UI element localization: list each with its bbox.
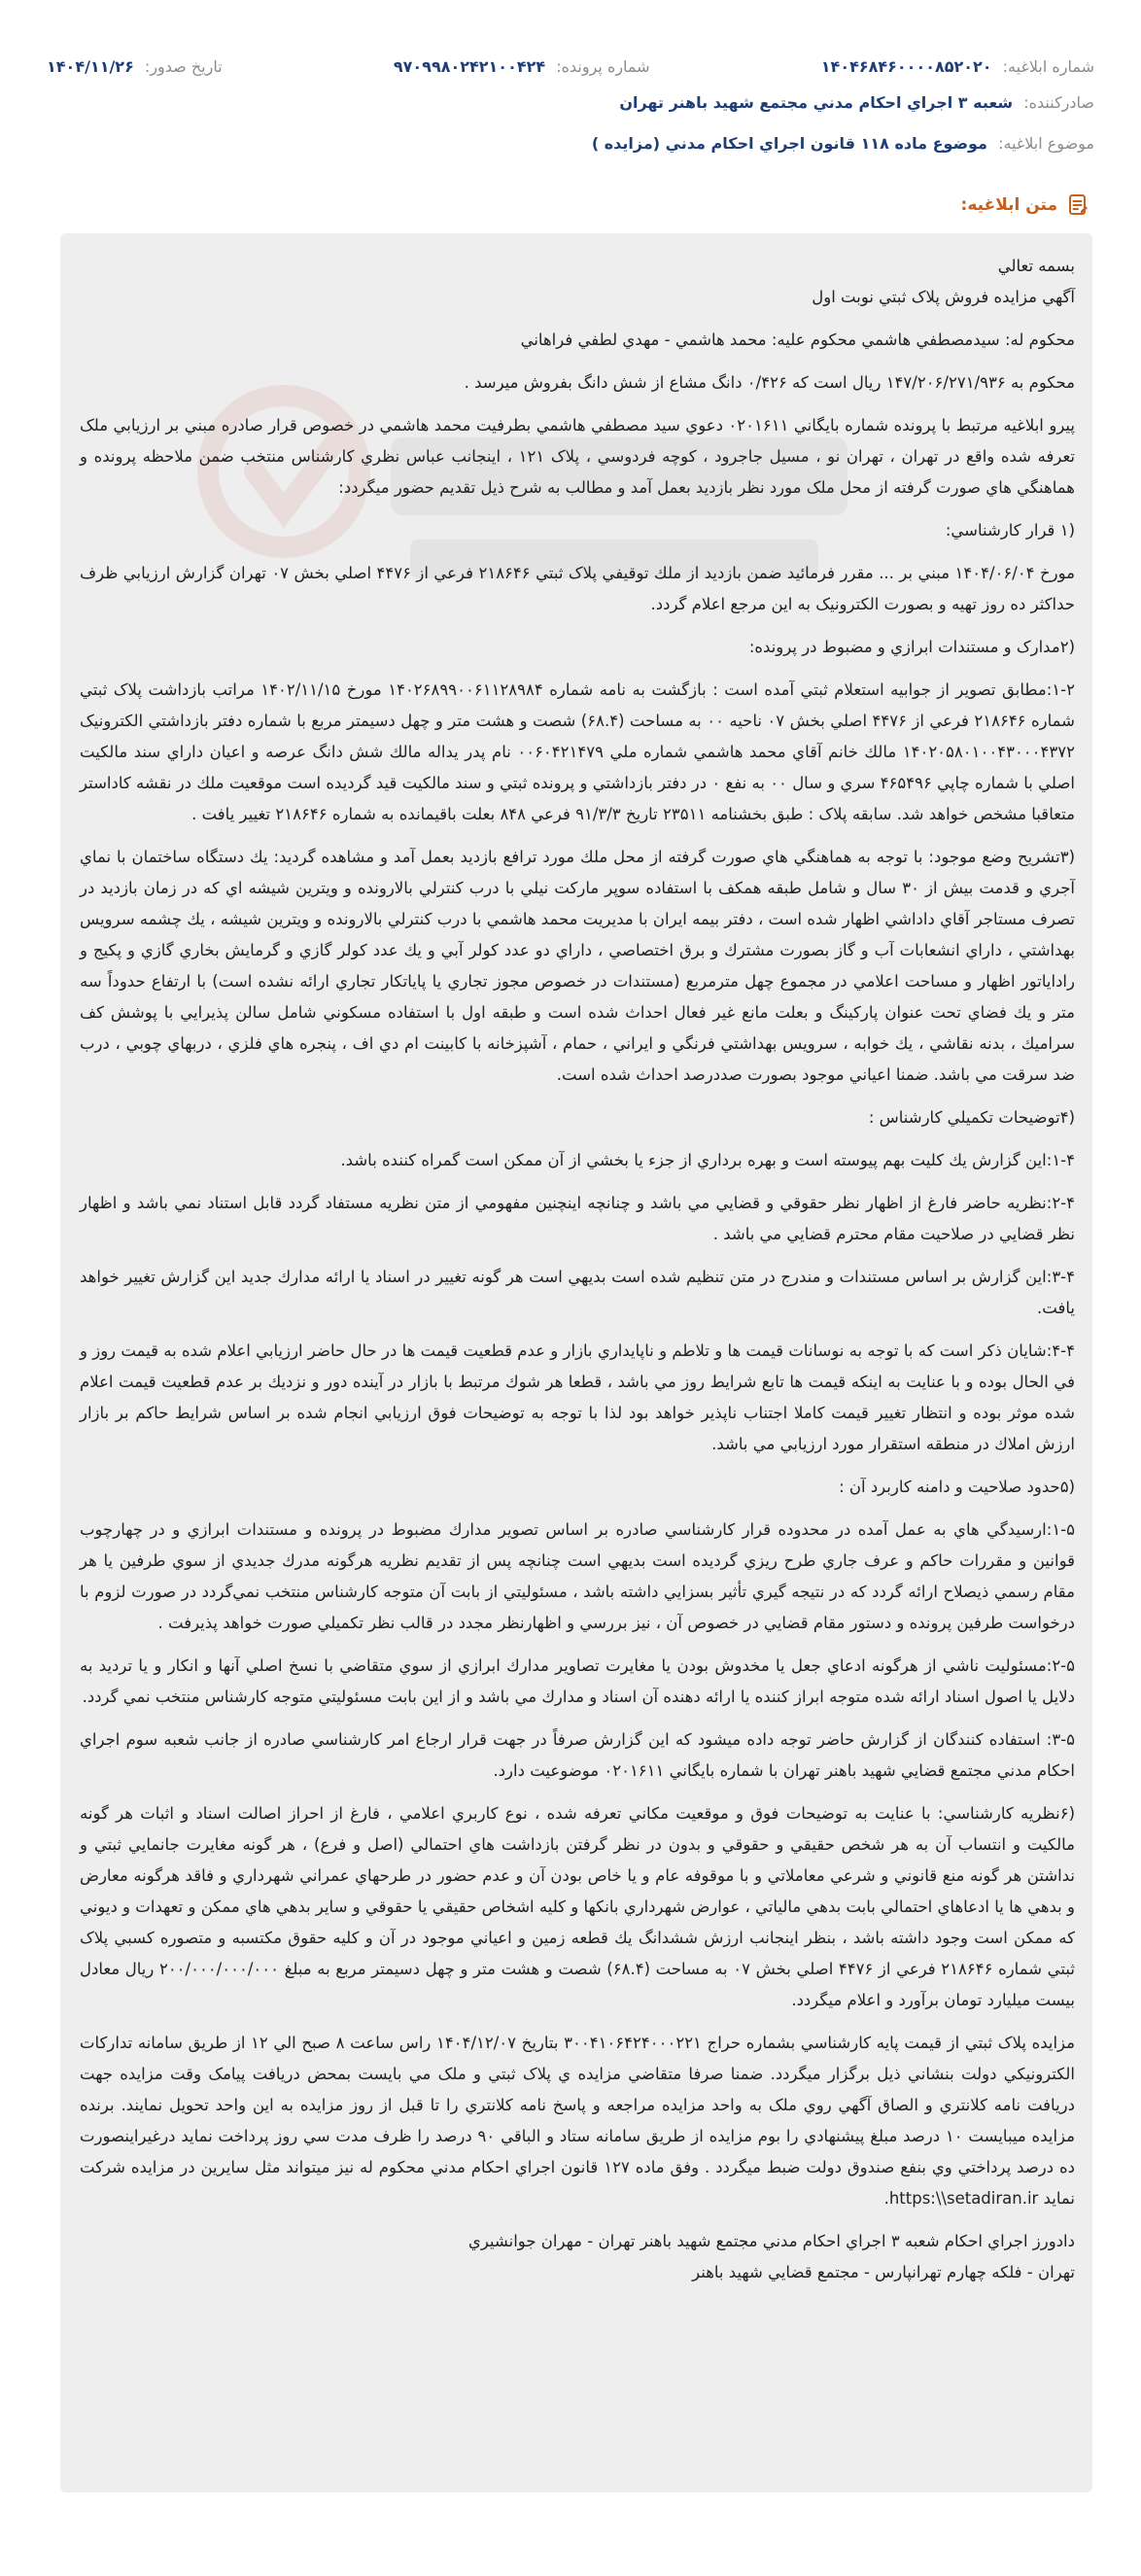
notice-number: ۱۴۰۴۶۸۴۶۰۰۰۰۸۵۲۰۲۰	[820, 56, 992, 76]
notice-paragraph: دادورز اجراي احکام شعبه ۳ اجراي احکام مدني مجتمع شهيد باهنر تهران - مهران جوانشيري تهران - فلکه چهارم تهرانپارس - مجتمع قضايي شهيد باهنر	[467, 2232, 1075, 2281]
issuer: شعبه ۳ اجراي احکام مدني مجتمع شهيد باهنر تهران	[619, 93, 1014, 112]
notice-paragraph: (۲مدارک و مستندات ابرازي و مضبوط در پرونده:	[748, 638, 1075, 656]
issuer-row	[47, 93, 1094, 121]
notice-paragraph: ۱-۵:ارسيدگي هاي به عمل آمده در محدوده قرار کارشناسي صادره بر اساس تصوير مدارك مضبوط در پرونده و مستندات ابرازي و در چهارچوب قوانين و مقررات حاكم و عرف جاري طرح ريزي گرديده است بديهي است چنانچه پس از تقديم نظريه هرگونه مدرك جديدي از سوي طرفين يا هر مقام رسمي ذيصلاح ارائه گردد که در نتيجه گيري تأثير بسزايي داشته باشد ، مسئوليتي از بابت آن متوجه کارشناس منتخب نمي‌گردد در صورت لزوم با درخواست طرفين پرونده و دستور مقام قضايي در خصوص آن ، نيز بررسي و اظهارنظر مجدد در قالب نظر تکميلي صورت خواهد پذيرفت .	[80, 1520, 1075, 1632]
notice-paragraph: مزايده پلاک ثبتي از قيمت پايه کارشناسي بشماره حراج ۳۰۰۴۱۰۶۴۲۴۰۰۰۲۲۱ بتاريخ ۱۴۰۴/۱۲/۰۷ راس ساعت ۸ صبح الي ۱۲ از طريق سامانه تدارکات الکترونيکي دولت بنشاني ذيل برگزار ميگردد. ضمنا صرفا متقاضي مزايده ي پلاک ثبتي و ملک مي بايست بمحض دريافت پيامک وقت مزايده جهت دريافت نامه کلانتري و الصاق آگهي روي ملک به واحد مزايده مراجعه و پاسخ نامه کلانتري را تا قبل از روز مزايده به اين واحد تحويل نمايند. برنده مزايده ميبايست ۱۰ درصد مبلغ پيشنهادي را بوم مزايده از طريق سامانه ستاد و الباقي ۹۰ درصد را ظرف مدت سي روز پرداخت نمايد درغيراينصورت ده درصد پرداختي وي بنفع صندوق دولت ضبط ميگردد . وفق ماده ۱۲۷ قانون اجراي احکام مدني محکوم له نيز ميتواند مثل ساير‌ين در مزايده شرکت نمايد https:\\setadiran.ir.	[80, 2034, 1076, 2208]
notice-paragraph: ۳-۵: استفاده کنندگان از گزارش حاضر توجه داده ميشود كه اين گزارش صرفاً در جهت قرار ارجاع امر کارشناسي صادره از جانب شعبه سوم اجراي احکام مدني مجتمع قضايي شهيد باهنر تهران با شماره بايگاني ۰۲۰۱۶۱۱ موضوعيت دارد.	[80, 1730, 1075, 1780]
notice-paragraph: (۶نظريه کارشناسي: با عنايت به توضيحات فوق و موقعيت مکاني تعرفه شده ، نوع كاربري اعلامي ، فارغ از احراز اصالت اسناد و اثبات هر گونه مالکيت و انتساب آن به هر شخص حقيقي و حقوقي و بدون در نظر گرفتن بازداشت هاي احتمالي (اصل و فرع) ، هر گونه مغايرت جانمايي ثبتي و نداشتن هر گونه منع قانوني و شرعي معاملاتي و با موقوفه عام و يا خاص بودن آن و عدم حضور در طرحهاي عمراني شهرداري و فاقد هرگونه معارض و بدهي ها يا ادعاهاي احتمالي بابت بدهي مالياتي ، عوارض شهرداري بانکها و کليه اشخاص حقيقي يا حقوقي و ساير بدهي هاي ممکن و تعهدات و ديوني که ممکن است وجود داشته باشد ، بنظر اينجانب ارزش ششدانگ يك قطعه زمين و اعياني موجود در آن و کليه حقوق مكتسبه و متصوره كسبي پلاک ثبتي شماره ۲۱۸۶۴۶ فرعي از ۴۴۷۶ اصلي بخش ۰۷ به مساحت (۶۸.۴) شصت و هشت متر و چهل دسيمتر مربع به مبلغ ۲۰۰/۰۰۰/۰۰۰/۰۰۰ ريال معادل بيست ميليارد تومان برآورد و اعلام ميگردد.	[80, 1804, 1075, 2009]
subject-label: موضوع ابلاغيه:	[998, 134, 1094, 153]
notice-metadata	[47, 52, 1094, 161]
notice-paragraph: ۱-۴:اين گزارش يك كليت بهم پيوسته است و بهره برداري از جزء يا بخشي از آن ممکن است گمراه کننده باشد.	[340, 1151, 1075, 1169]
notice-paragraph: (۵حدود صلاحيت و دامنه کاربرد آن :	[839, 1478, 1075, 1496]
notice-text-panel	[60, 233, 1092, 2492]
notice-paragraph: ۳-۴:اين گزارش بر اساس مستندات و مندرج در متن تنظيم شده است بديهي است هر گونه تغيير در اسناد يا ارائه مدارك جديد اين گزارش تغيير خواهد يافت.	[80, 1268, 1075, 1317]
notice-text-title: متن ابلاغيه:	[960, 195, 1057, 215]
notice-number-label: شماره ابلاغيه:	[1002, 56, 1094, 76]
notice-paragraph: ۲-۵:مسئوليت ناشي از هرگونه ادعاي جعل يا مخدوش بودن يا مغايرت تصاوير مدارك ابرازي از سوي متقاضي با نسخ اصلي آنها و انكار و يا ترديد به دلايل يا اصول اسناد ارائه شده متوجه ابراز كننده يا ارائه دهنده آن اسناد و مدارك مي باشد و از اين بابت مسئوليتي متوجه کارشناس منتخب نمي گردد.	[80, 1656, 1075, 1706]
notice-paragraph: بسمه تعالي آگهي مزايده فروش پلاک ثبتي نوبت اول	[812, 257, 1075, 306]
notice-paragraph: پيرو ابلاغيه مرتبط با پرونده شماره بايگاني ۰۲۰۱۶۱۱ دعوي سيد مصطفي هاشمي بطرفيت محمد هاشمي در خصوص قرار صادره مبني بر ارزيابي ملک تعرفه شده واقع در تهران ، تهران نو ، مسيل جاجرود ، کوچه فردوسي ، پلاک ۱۲۱ ، اينجانب عباس نظري کارشناس منتخب ضمن ملاحظه پرونده و هماهنگي هاي صورت گرفته از محل ملک مورد نظر بازديد بعمل آمد و مطالب به شرح ذيل تقديم حضور ميگردد:	[80, 416, 1076, 497]
notice-paragraph: ۲-۴:نظريه حاضر فارغ از اظهار نظر حقوقي و قضايي مي باشد و چنانچه اينچنين مفهومي از متن نظريه مستفاد گردد قابل استناد نمي باشد و اظهار نظر قضايي در صلاحيت مقام محترم قضايي مي باشد .	[80, 1194, 1075, 1243]
notice-paragraph: (۴توضيحات تکميلي کارشناس :	[868, 1108, 1075, 1127]
subject-row	[47, 134, 1094, 161]
notice-paragraph: ۱-۲:مطابق تصوير از جوابيه استعلام ثبتي آمده است : بازگشت به نامه شماره ۱۴۰۲۶۸۹۹۰۰۶۱۱۲۸۹۸۴ مورخ ۱۴۰۲/۱۱/۱۵ مراتب بازداشت پلاک ثبتي شماره ۲۱۸۶۴۶ فرعي از ۴۴۷۶ اصلي بخش ۰۷ ناحيه ۰۰ به مساحت (۶۸.۴) شصت و هشت متر و چهل دسيمتر مربع با شماره دفتر بازداشتي الکترونيک ۱۴۰۲۰۵۸۰۱۰۰۴۳۰۰۰۴۳۷۲ مالك خانم آقاي محمد هاشمي شماره ملي ۰۰۶۰۴۲۱۴۷۹ نام پدر يداله مالك شش دانگ عرصه و اعيان داراي سند مالکيت اصلي با شماره چاپي ۴۶۵۴۹۶ سري و سال ۰۰ به نفع ۰ در دفتر بازداشتي و پرونده ثبتي و سند مالکيت قيد گرديده است موقعيت ملك در نقشه کاداستر متعاقبا مشخص خواهد شد. سابقه پلاک : طبق بخشنامه ۲۳۵۱۱ تاريخ ۹۱/۳/۳ فرعي ۸۴۸ بعلت باقيمانده به شماره ۲۱۸۶۴۶ تغيير يافت .	[80, 680, 1075, 823]
issue-date-label: تاريخ صدور:	[144, 56, 223, 76]
notice-number-pair	[821, 57, 1094, 76]
meta-row-ids	[47, 52, 1094, 80]
notice-paragraph: مورخ ۱۴۰۴/۰۶/۰۴ مبني بر ... مقرر فرمائيد ضمن بازديد از ملك توقيفي پلاک ثبتي ۲۱۸۶۴۶ فرعي از ۴۴۷۶ اصلي بخش ۰۷ تهران گزارش ارزيابي ظرف حداکثر ده روز تهيه و بصورت الکترونيک به اين مرجع اعلام گردد.	[80, 564, 1075, 613]
notice-paragraph: محکوم به ۱۴۷/۲۰۶/۲۷۱/۹۳۶ ريال است که ۰/۴۲۶ دانگ مشاع از شش دانگ بفروش ميرسد .	[464, 373, 1075, 392]
notice-text-heading	[961, 192, 1090, 218]
issuer-label: صادرکننده:	[1023, 93, 1094, 112]
notice-body	[80, 251, 1075, 2288]
notice-paragraph: (۱ قرار کارشناسي:	[945, 521, 1075, 540]
document-icon	[1065, 192, 1090, 218]
subject: موضوع ماده ۱۱۸ قانون اجراي احکام مدني (مزايده )	[591, 134, 987, 153]
notice-paragraph: (۳تشريح وضع موجود: با توجه به هماهنگي هاي صورت گرفته از محل ملك مورد ترافع بازديد بعمل آمد و مشاهده گرديد: يك دستگاه ساختمان با نماي آجري و قدمت بيش از ۳۰ سال و شامل طبقه همکف با استفاده سوپر مارکت نيلي با درب کنترلي بالارونده و ويترين شيشه اي که در زمان بازديد در تصرف مستاجر آقاي داداشي اظهار شده است ، دفتر بيمه ايران با مديريت محمد هاشمي با درب کنترلي بالارونده و ويترين شيشه ، يك چشمه سرويس بهداشتي ، داراي انشعابات آب و گاز بصورت مشترك و برق اختصاصي ، داراي دو عدد کولر آبي و يك عدد کولر گازي و گرمايش بخاري گازي و پکيج و راداياتور اظهار و مساحت اعلامي در مجموع چهل مترمربع (مستندات در خصوص مجوز تجاري يا پاياتکار تجاري ارائه نشده است) با ارتفاع حدوداً سه متر و يك فضاي تحت عنوان پارکينگ و بعلت مانع غير فعال احداث شده است و طبقه اول با استفاده مسکوني شامل سالن پذيرايي با پوشش کف سراميك ، بدنه نقاشي ، يك خوابه ، سرويس بهداشتي فرنگي و ايراني ، حمام ، آشپزخانه با کابينت ام دي اف ، پنجره هاي فلزي ، دربهاي چوبي ، درب ضد سرقت مي باشد. ضمنا اعياني موجود بصورت صددرصد احداث شده است.	[80, 848, 1075, 1084]
issue-date-pair	[47, 57, 223, 76]
notice-paragraph: ۴-۴:شايان ذکر است که با توجه به نوسانات قيمت ها و تلاطم و ناپايداري بازار و عدم قطعيت قيمت ها در حال حاضر ارزيابي اعلام شده به قيمت روز و في الحال بوده و با عنايت به اينکه قيمت ها تابع شرايط روز مي باشد ، قطعا هر شوك مرتبط با بازار در آينده دور و نزديك بر عدم قطعيت قيمت اعلام شده موثر بوده و انتظار تغيير قيمت كاملا اجتناب ناپذير خواهد بود لذا با توجه به توضيحات فوق ارزيابي انجام شده بر اساس شرايط حاکم بر بازار ارزش املاك در منطقه استقرار مورد ارزيابي مي باشد.	[80, 1341, 1075, 1453]
issue-date: ۱۴۰۴/۱۱/۲۶	[47, 56, 134, 76]
case-number-pair	[394, 57, 650, 76]
notice-paragraph: محکوم له: سيدمصطفي هاشمي محکوم عليه: محمد هاشمي - مهدي لطفي فراهاني	[520, 331, 1075, 349]
case-number-label: شماره پرونده:	[556, 56, 650, 76]
case-number: ۹۷۰۹۹۸۰۲۴۲۱۰۰۴۲۴	[393, 56, 546, 76]
